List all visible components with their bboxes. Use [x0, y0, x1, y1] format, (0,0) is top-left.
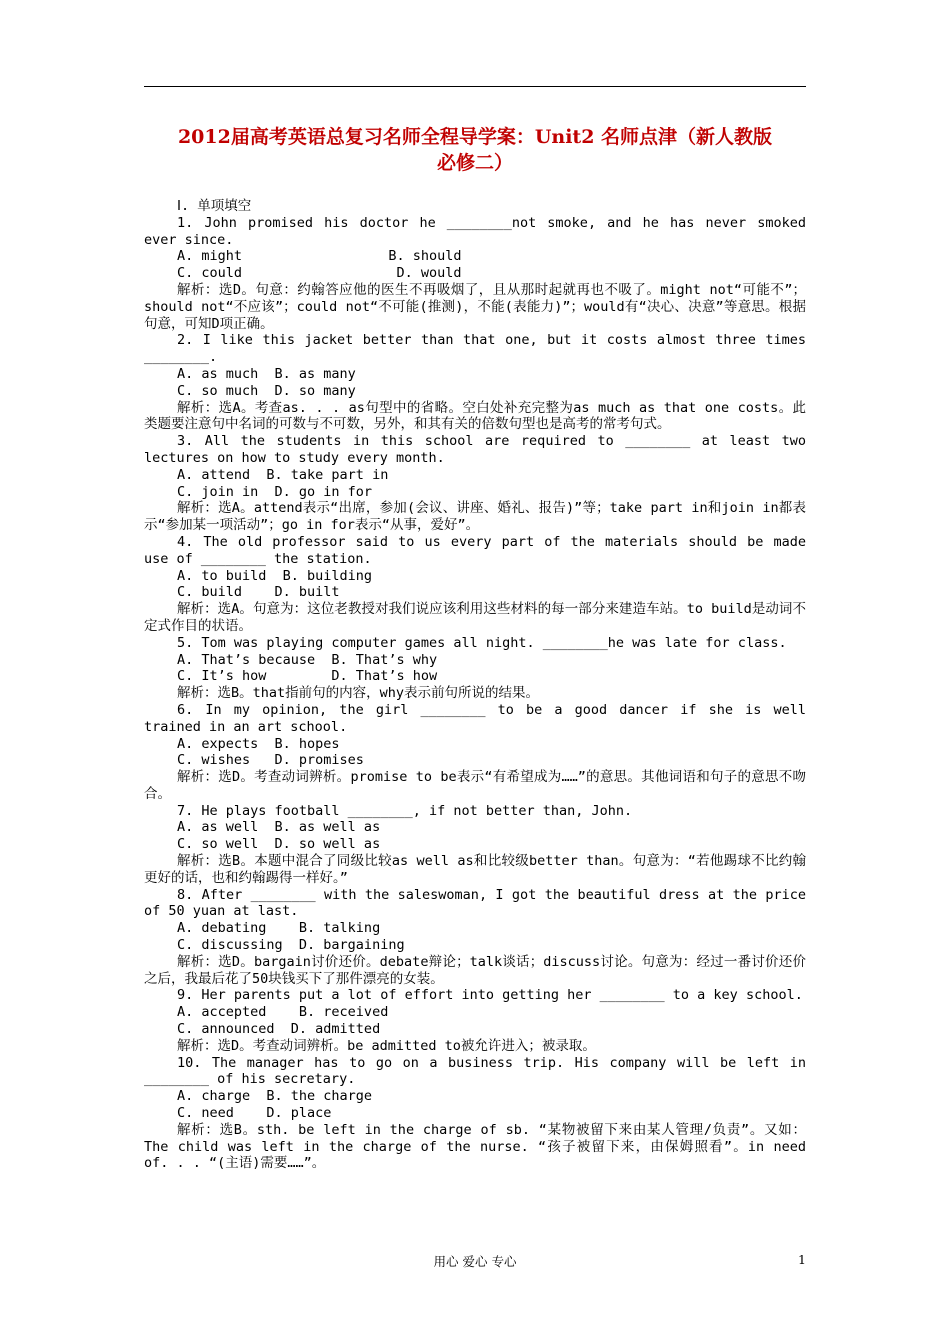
answer-options: A. as well B. as well as	[177, 819, 381, 836]
answer-explanation: 解析：选D。句意：约翰答应他的医生不再吸烟了，且从那时起就再也不吸了。might not“可能不”；should not“不应该”；could not“不可能(推测)，不能(表能力)”；would有“决心、决意”等意思。根据句意，可知D项正确。	[144, 281, 806, 332]
answer-explanation: 解析：选B。本题中混合了同级比较as well as和比较级better than。句意为：“若他踢球不比约翰更好的话，也和约翰踢得一样好。”	[144, 853, 806, 886]
title-line-1: 2012届高考英语总复习名师全程导学案：Unit2 名师点津（新人教版	[177, 126, 773, 148]
page-number: 1	[798, 1252, 806, 1267]
answer-options: A. attend B. take part in	[177, 466, 389, 483]
question-block	[144, 987, 806, 1054]
answer-explanation: 解析：选B。that指前句的内容，why表示前句所说的结果。	[177, 685, 540, 702]
answer-options: C. so well D. so well as	[177, 836, 381, 853]
question-stem: 5. Tom was playing computer games all night. ________he was late for class.	[177, 634, 787, 651]
question-stem: 6. In my opinion, the girl ________ to be a good dancer if she is well trained in an art school.	[144, 701, 806, 735]
title-line-2: 必修二）	[436, 152, 513, 174]
answer-options: A. charge B. the charge	[177, 1088, 373, 1105]
answer-options: A. to build B. building	[177, 567, 373, 584]
question-block	[144, 332, 806, 433]
question-block	[144, 433, 806, 534]
answer-options: A. might B. should	[177, 248, 462, 265]
answer-options: C. join in D. go in for	[177, 483, 373, 500]
answer-explanation: 解析：选A。句意为：这位老教授对我们说应该利用这些材料的每一部分来建造车站。to build是动词不定式作目的状语。	[144, 601, 806, 634]
answer-options: C. build D. built	[177, 584, 340, 601]
question-stem: 8. After ________ with the saleswoman, I got the beautiful dress at the price of 50 yuan at last.	[144, 886, 806, 920]
document-body	[144, 198, 806, 1172]
question-stem: 10. The manager has to go on a business trip. His company will be left in ________ of his secretary.	[144, 1054, 806, 1088]
footer-text: 用心 爱心 专心	[433, 1254, 517, 1269]
header-rule	[144, 86, 806, 87]
answer-explanation: 解析：选A。attend表示“出席，参加(会议、讲座、婚礼、报告)”等；take part in和join in都表示“参加某一项活动”；go in for表示“从事，爱好”。	[144, 500, 806, 534]
question-block	[144, 635, 806, 702]
question-stem: 3. All the students in this school are required to ________ at least two lectures on how to study every month.	[144, 433, 806, 466]
answer-options: A. That’s because B. That’s why	[177, 651, 438, 668]
answer-options: C. need D. place	[177, 1105, 332, 1122]
answer-explanation: 解析：选D。考查动词辨析。be admitted to被允许进入；被录取。	[177, 1037, 596, 1054]
answer-options: A. expects B. hopes	[177, 735, 340, 752]
question-block	[144, 702, 806, 803]
question-block	[144, 215, 806, 333]
answer-options: C. announced D. admitted	[177, 1021, 381, 1038]
question-block	[144, 1055, 806, 1173]
section-heading: Ⅰ. 单项填空	[177, 198, 252, 214]
answer-options: A. as much B. as many	[177, 365, 356, 382]
answer-options: C. wishes D. promises	[177, 752, 364, 769]
question-list	[144, 215, 806, 1172]
answer-explanation: 解析：选D。考查动词辨析。promise to be表示“有希望成为……”的意思。其他词语和句子的意思不吻合。	[144, 769, 806, 802]
answer-options: C. discussing D. bargaining	[177, 937, 405, 954]
question-stem: 2. I like this jacket better than that one, but it costs almost three times ________.	[144, 332, 806, 366]
answer-options: A. accepted B. received	[177, 1004, 389, 1021]
answer-options: A. debating B. talking	[177, 920, 381, 937]
question-stem: 9. Her parents put a lot of effort into getting her ________ to a key school.	[177, 987, 803, 1004]
question-stem: 1. John promised his doctor he ________not smoke, and he has never smoked ever since.	[144, 214, 806, 248]
answer-explanation: 解析：选D。bargain讨价还价。debate辩论；talk谈话；discuss讨论。句意为：经过一番讨价还价之后，我最后花了50块钱买下了那件漂亮的女装。	[144, 953, 806, 987]
answer-options: C. could D. would	[177, 265, 462, 282]
question-stem: 7. He plays football ________, if not better than, John.	[177, 802, 633, 819]
question-block	[144, 887, 806, 988]
document-title	[132, 124, 818, 176]
question-block	[144, 534, 806, 635]
answer-options: C. It’s how D. That’s how	[177, 668, 438, 685]
answer-explanation: 解析：选B。sth. be left in the charge of sb. “某物被留下来由某人管理/负责”。又如：The child was left in the charge of the nurse. “孩子被留下来，由保姆照看”。in need of. . . “(主语)需要……”。	[144, 1121, 806, 1172]
answer-options: C. so much D. so many	[177, 382, 356, 399]
question-block	[144, 803, 806, 887]
question-stem: 4. The old professor said to us every part of the materials should be made use of ________ the station.	[144, 533, 806, 567]
answer-explanation: 解析：选A。考查as. . . as句型中的省略。空白处补充完整为as much as that one costs。此类题要注意句中名词的可数与不可数，另外，和其有关的倍数句型也是高考的常考句式。	[144, 399, 806, 433]
